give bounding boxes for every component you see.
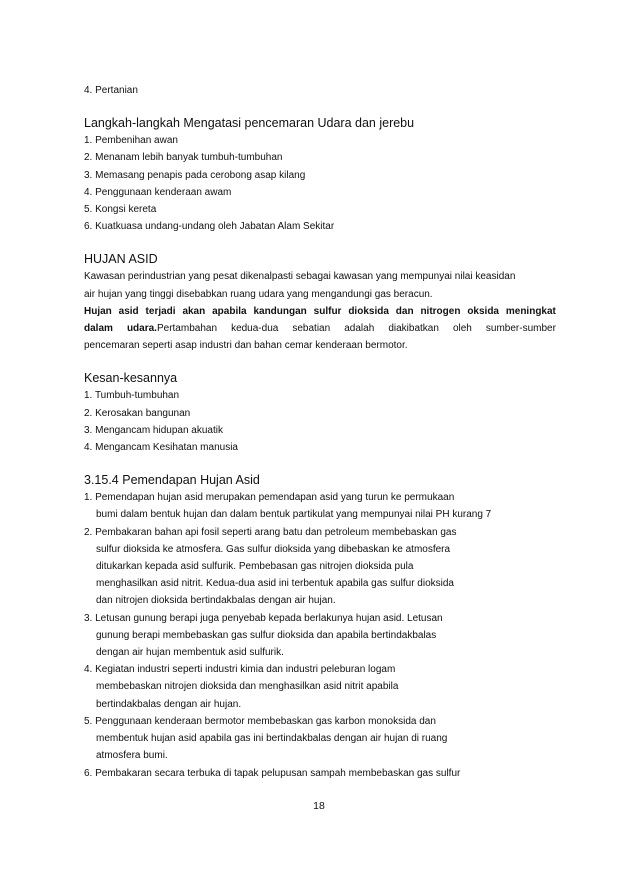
word: Pertambahan [156, 323, 218, 335]
pemendapan-line: 4. Kegiatan industri seperti industri kimia dan industri peleburan logam [84, 664, 396, 676]
bold-word: udara. [126, 323, 157, 335]
pemendapan-line: dan nitrojen dioksida bertindakbalas dengan air hujan. [96, 595, 336, 607]
pemendapan-line: membentuk hujan asid apabila gas ini bertindakbalas dengan air hujan di ruang [96, 733, 448, 745]
pemendapan-line: menghasilkan asid nitrit. Kedua-dua asid ini terbentuk apabila gas sulfur dioksida [96, 578, 454, 590]
bold-word: nitrogen [420, 305, 461, 317]
bold-word: sulfur [313, 305, 342, 317]
langkah-item: 1. Pembenihan awan [84, 135, 178, 147]
pemendapan-line: 3. Letusan gunung berapi juga penyebab kepada berlakunya hujan asid. Letusan [84, 612, 443, 624]
paragraph-line: air hujan yang tinggi disebabkan ruang udara yang mengandungi gas beracun. [84, 288, 433, 300]
langkah-item: 2. Menanam lebih banyak tumbuh-tumbuhan [84, 152, 283, 164]
pemendapan-line: membebaskan nitrojen dioksida dan menghasilkan asid nitrit apabila [96, 681, 399, 693]
pemendapan-line: 1. Pemendapan hujan asid merupakan pemendapan asid yang turun ke permukaan [84, 492, 455, 504]
langkah-item: 4. Penggunaan kenderaan awam [84, 186, 232, 198]
bold-word: terjadi [145, 305, 176, 317]
pemendapan-line: bumi dalam bentuk hujan dan dalam bentuk partikulat yang mempunyai nilai PH kurang 7 [96, 509, 492, 521]
pemendapan-line: gunung berapi membebaskan gas sulfur dioksida dan apabila bertindakbalas [96, 629, 437, 641]
langkah-item: 3. Memasang penapis pada cerobong asap kilang [84, 169, 306, 181]
bold-word: apabila [212, 305, 247, 317]
mixed-word [127, 320, 217, 337]
section-heading-kesan: Kesan-kesannya [84, 371, 178, 386]
pemendapan-line: dengan air hujan membentuk asid sulfurik. [96, 647, 284, 659]
kesan-item: 2. Kerosakan bangunan [84, 407, 191, 419]
pemendapan-line: 6. Pembakaran secara terbuka di tapak pelupusan sampah membebaskan gas sulfur [84, 767, 461, 779]
section-heading-hujan-asid: HUJAN ASID [84, 252, 158, 267]
langkah-item: 5. Kongsi kereta [84, 204, 157, 216]
kesan-item: 4. Mengancam Kesihatan manusia [84, 442, 238, 454]
langkah-item: 6. Kuatkuasa undang-undang oleh Jabatan Alam Sekitar [84, 221, 335, 233]
bold-word: akan [182, 305, 206, 317]
page-content [84, 82, 556, 782]
kesan-item: 1. Tumbuh-tumbuhan [84, 390, 180, 402]
bold-word: kandungan [253, 305, 307, 317]
bold-word: dioksida [348, 305, 389, 317]
paragraph-line-bold [84, 303, 556, 320]
bold-word: dan [395, 305, 414, 317]
word: sumber-sumber [485, 323, 556, 335]
bold-word: asid [118, 305, 139, 317]
pemendapan-line: ditukarkan kepada asid sulfurik. Pembebasan gas nitrojen dioksida pula [96, 561, 414, 573]
paragraph-line: Kawasan perindustrian yang pesat dikenalpasti sebagai kawasan yang mempunyai nilai keasidan [84, 271, 516, 283]
page-number: 18 [313, 800, 325, 812]
word: sebatian [292, 323, 331, 335]
bold-word: oksida [467, 305, 499, 317]
bold-word: dalam [84, 323, 113, 335]
word: oleh [452, 323, 472, 335]
paragraph-line: pencemaran seperti asap industri dan bahan cemar kenderaan bermotor. [84, 340, 408, 352]
section-heading-pemendapan: 3.15.4 Pemendapan Hujan Asid [84, 473, 260, 488]
bold-word: Hujan [84, 305, 112, 317]
pemendapan-line: 2. Pembakaran bahan api fosil seperti arang batu dan petroleum membebaskan gas [84, 526, 457, 538]
pemendapan-line: sulfur dioksida ke atmosfera. Gas sulfur dioksida yang dibebaskan ke atmosfera [96, 543, 451, 555]
pemendapan-line: bertindakbalas dengan air hujan. [96, 698, 242, 710]
word: kedua-dua [231, 323, 279, 335]
section-heading-langkah: Langkah-langkah Mengatasi pencemaran Udara dan jerebu [84, 116, 415, 131]
paragraph-line-mixed [84, 320, 556, 337]
kesan-item: 3. Mengancam hidupan akuatik [84, 424, 223, 436]
word: diakibatkan [388, 323, 439, 335]
bold-word: meningkat [505, 305, 556, 317]
pemendapan-line: 5. Penggunaan kenderaan bermotor membebaskan gas karbon monoksida dan [84, 715, 436, 727]
word: adalah [344, 323, 375, 335]
pemendapan-line: atmosfera bumi. [96, 750, 168, 762]
intro-list-item: 4. Pertanian [84, 85, 138, 96]
